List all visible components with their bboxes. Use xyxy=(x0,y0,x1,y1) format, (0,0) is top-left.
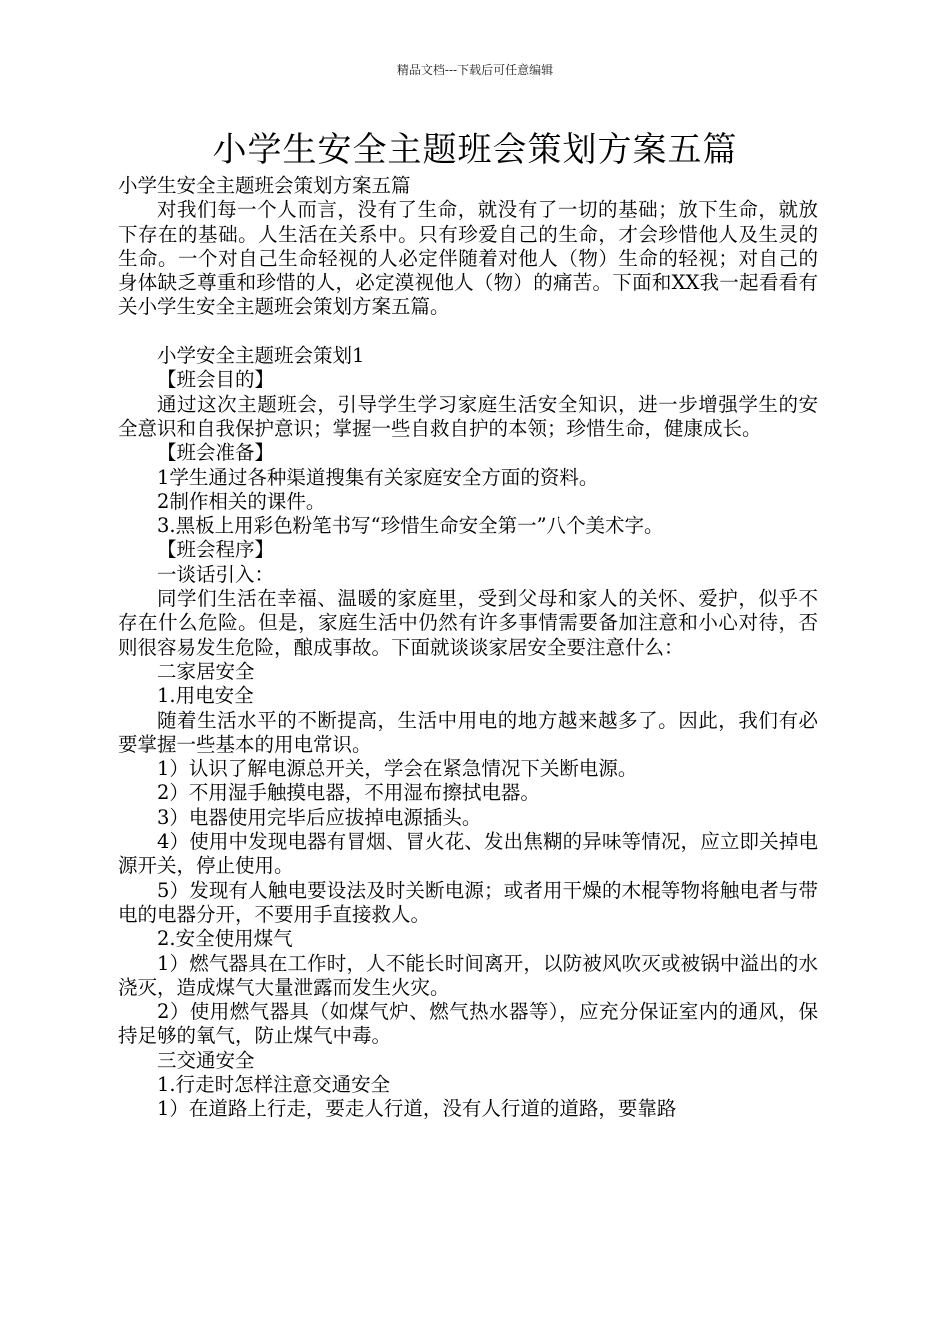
blank-line xyxy=(118,320,818,344)
list-item: 1）认识了解电源总开关，学会在紧急情况下关断电源。 xyxy=(157,757,638,781)
sub-heading: 1.行走时怎样注意交通安全 xyxy=(157,1072,391,1096)
sub-heading: 1.用电安全 xyxy=(157,684,254,708)
sub-heading: 一谈话引入： xyxy=(157,562,275,586)
list-item: 3）电器使用完毕后应拔掉电源插头。 xyxy=(157,805,482,829)
document-title: 小学生安全主题班会策划方案五篇 xyxy=(212,130,738,170)
paragraph: 同学们生活在幸福、温暖的家庭里，受到父母和家人的关怀、爱护，似乎不存在什么危险。但是，家庭生活中仍然有许多事情需要备加注意和小心对待，否则很容易发生危险，酿成事故。下面就谈谈家居安全要注意什么： xyxy=(118,587,818,659)
bracket-heading: 【班会目的】 xyxy=(157,368,275,392)
intro-paragraph: 对我们每一个人而言，没有了生命，就没有了一切的基础；放下生命，就放下存在的基础。人生活在关系中。只有珍爱自己的生命，才会珍惜他人及生灵的生命。一个对自己生命轻视的人必定伴随着对他人（物）生命的轻视；对自己的身体缺乏尊重和珍惜的人，必定漠视他人（物）的痛苦。下面和XX我一起看看有关小学生安全主题班会策划方案五篇。 xyxy=(118,198,818,319)
sub-heading: 二家居安全 xyxy=(157,659,255,683)
list-item: 2制作相关的课件。 xyxy=(157,489,326,513)
list-item: 3.黑板上用彩色粉笔书写“珍惜生命安全第一”八个美术字。 xyxy=(157,514,664,538)
list-item: 4）使用中发现电器有冒烟、冒火花、发出焦糊的异味等情况，应立即关掉电源开关，停止使用。 xyxy=(118,830,818,878)
document-body xyxy=(118,174,818,1122)
page-header: 精品文档---下载后可任意编辑 xyxy=(396,63,554,77)
sub-heading: 2.安全使用煤气 xyxy=(157,927,293,951)
subtitle-paragraph: 小学生安全主题班会策划方案五篇 xyxy=(118,174,411,197)
paragraph: 随着生活水平的不断提高，生活中用电的地方越来越多了。因此，我们有必要掌握一些基本的用电常识。 xyxy=(118,708,818,756)
section-heading: 小学安全主题班会策划1 xyxy=(157,344,365,368)
list-item: 1学生通过各种渠道搜集有关家庭安全方面的资料。 xyxy=(157,465,599,489)
list-item: 2）使用燃气器具（如煤气炉、燃气热水器等），应充分保证室内的通风，保持足够的氧气，防止煤气中毒。 xyxy=(118,1000,818,1048)
list-item: 1）燃气器具在工作时，人不能长时间离开，以防被风吹灭或被锅中溢出的水浇灭，造成煤气大量泄露而发生火灾。 xyxy=(118,951,818,999)
bracket-heading: 【班会准备】 xyxy=(157,441,275,465)
list-item: 2）不用湿手触摸电器，不用湿布擦拭电器。 xyxy=(157,781,540,805)
bracket-heading: 【班会程序】 xyxy=(157,538,275,562)
list-item: 5）发现有人触电要设法及时关断电源；或者用干燥的木棍等物将触电者与带电的电器分开，不要用手直接救人。 xyxy=(118,878,818,926)
paragraph: 通过这次主题班会，引导学生学习家庭生活安全知识，进一步增强学生的安全意识和自我保护意识；掌握一些自救自护的本领；珍惜生命，健康成长。 xyxy=(118,392,818,440)
list-item: 1）在道路上行走，要走人行道，没有人行道的道路，要靠路 xyxy=(157,1097,677,1121)
sub-heading: 三交通安全 xyxy=(157,1048,255,1072)
